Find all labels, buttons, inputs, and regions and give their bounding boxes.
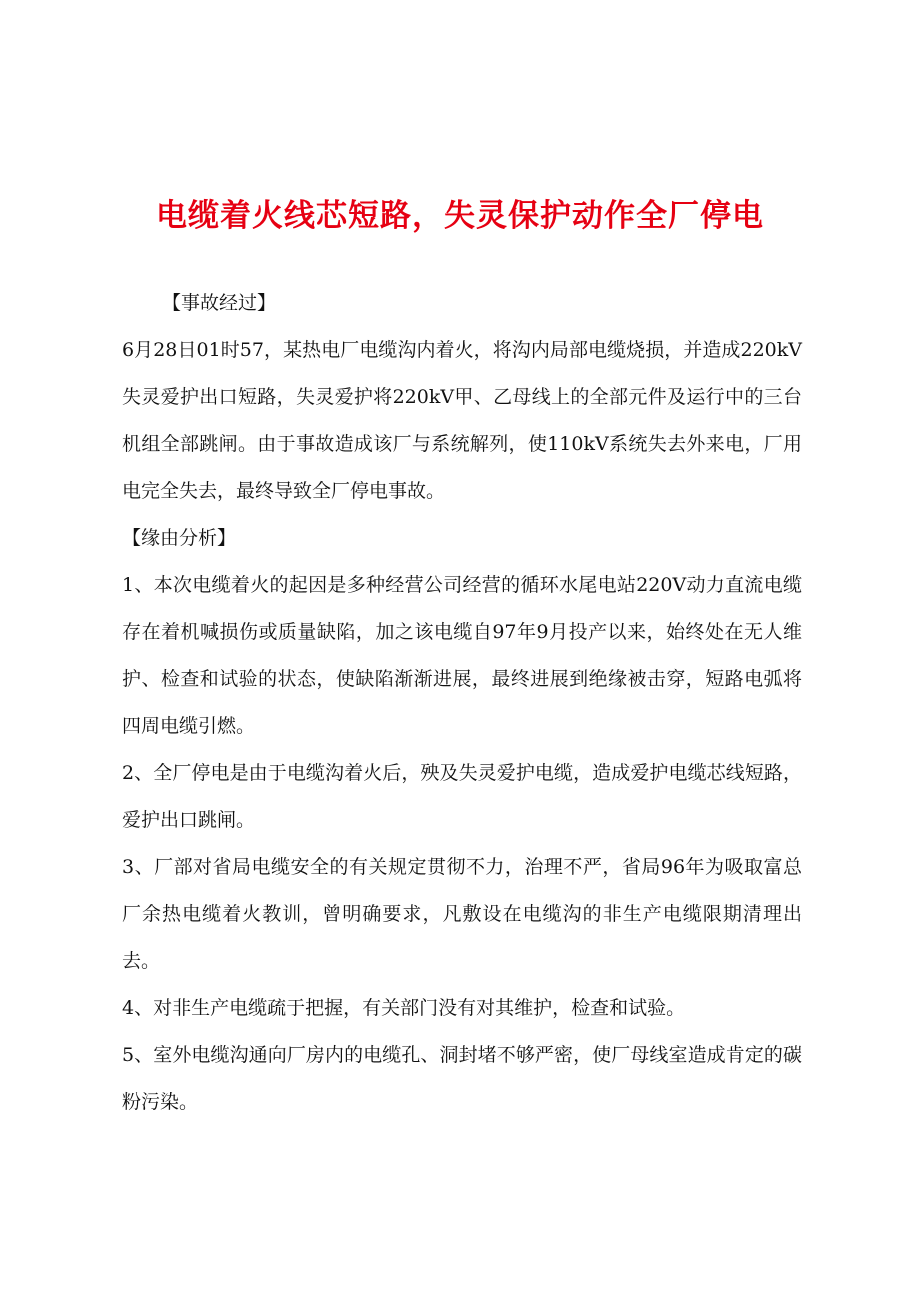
incident-paragraph: 6月28日01时57，某热电厂电缆沟内着火，将沟内局部电缆烧损，并造成220kV失灵爱护出口短路，失灵爱护将220kV甲、乙母线上的全部元件及运行中的三台机组全部跳闸。由于事故造成该厂与系统解列，使110kV系统失去外来电，厂用电完全失去，最终导致全厂停电事故。: [122, 339, 802, 502]
cause-paragraph-2: 2、全厂停电是由于电缆沟着火后，殃及失灵爱护电缆，造成爱护电缆芯线短路，爱护出口跳闸。: [122, 762, 802, 831]
document-title: 电缆着火线芯短路，失灵保护动作全厂停电: [156, 198, 764, 234]
section-heading-incident: 【事故经过】: [162, 292, 277, 314]
cause-paragraph-1: 1、本次电缆着火的起因是多种经营公司经营的循环水尾电站220V动力直流电缆存在着机喊损伤或质量缺陷，加之该电缆自97年9月投产以来，始终处在无人维护、检查和试验的状态，使缺陷渐渐进展，最终进展到绝缘被击穿，短路电弧将四周电缆引燃。: [122, 574, 802, 737]
cause-paragraph-5: 5、室外电缆沟通向厂房内的电缆孔、洞封堵不够严密，使厂母线室造成肯定的碳粉污染。: [122, 1044, 802, 1113]
document-body: [122, 280, 802, 1126]
cause-paragraph-4: 4、对非生产电缆疏于把握，有关部门没有对其维护，检查和试验。: [122, 997, 686, 1019]
cause-paragraph-3: 3、厂部对省局电缆安全的有关规定贯彻不力，治理不严，省局96年为吸取富总厂余热电缆着火教训，曾明确要求，凡敷设在电缆沟的非生产电缆限期清理出去。: [122, 856, 802, 972]
section-heading-cause-analysis: 【缘由分析】: [122, 527, 237, 549]
